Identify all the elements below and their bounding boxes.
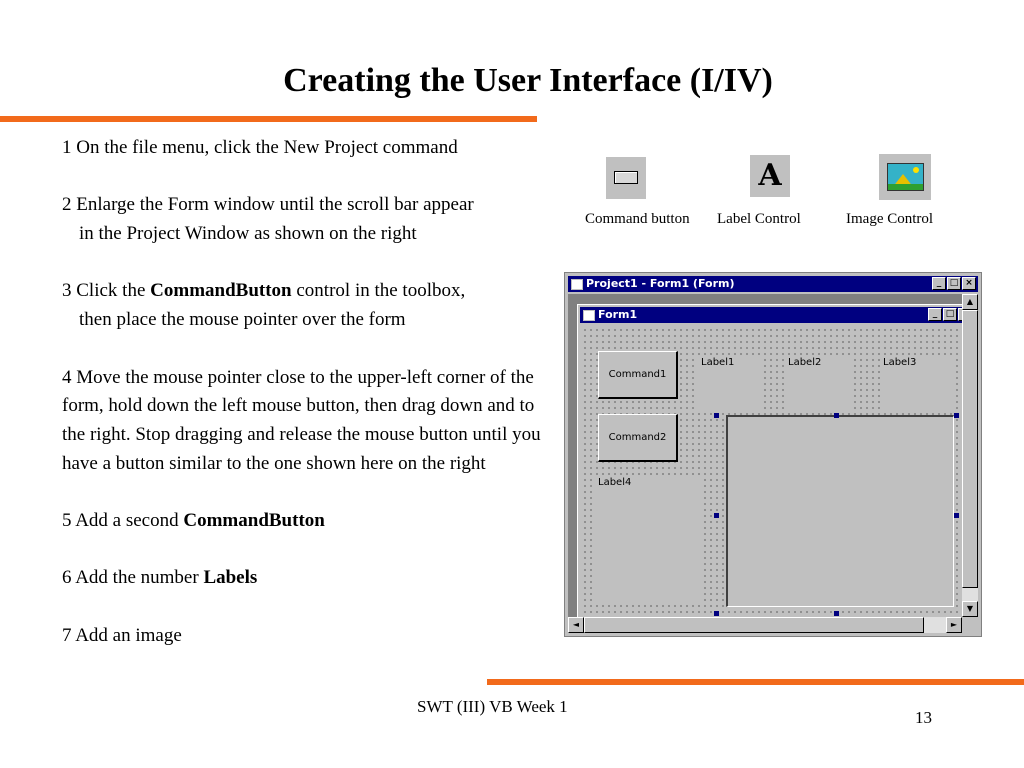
grass-strip bbox=[888, 184, 923, 190]
form-title: Form1 bbox=[598, 308, 638, 321]
step-text: Add the number bbox=[75, 567, 199, 589]
scroll-down-button[interactable]: ▼ bbox=[962, 601, 978, 617]
project-title: Project1 - Form1 (Form) bbox=[586, 277, 735, 290]
horizontal-scroll-thumb[interactable] bbox=[584, 617, 924, 633]
step-number: 1 bbox=[62, 137, 72, 158]
label4[interactable]: Label4 bbox=[595, 475, 701, 603]
project-window bbox=[564, 272, 982, 637]
command2-button[interactable]: Command2 bbox=[598, 414, 678, 462]
form-design-surface[interactable] bbox=[582, 327, 972, 633]
slide-footer: SWT (III) VB Week 1 bbox=[417, 697, 568, 716]
step-keyword: Labels bbox=[203, 567, 258, 589]
top-accent-rule bbox=[0, 116, 537, 122]
form-minimize-button[interactable]: _ bbox=[928, 308, 942, 321]
form-maximize-button[interactable]: □ bbox=[943, 308, 957, 321]
project-titlebar[interactable] bbox=[568, 276, 978, 292]
minimize-button[interactable]: _ bbox=[932, 277, 946, 290]
step-number: 7 bbox=[62, 624, 72, 646]
close-button[interactable]: × bbox=[962, 277, 976, 290]
step-text-after: control in the toolbox, bbox=[296, 280, 466, 302]
step-continuation: then place the mouse pointer over the form bbox=[79, 309, 406, 331]
label-control-caption: Label Control bbox=[717, 211, 801, 227]
sun-icon bbox=[913, 167, 919, 173]
scroll-left-button[interactable]: ◄ bbox=[568, 617, 584, 633]
step-number: 6 bbox=[62, 567, 72, 589]
command-button-caption: Command button bbox=[585, 211, 690, 227]
form-titlebar[interactable] bbox=[580, 307, 974, 323]
step-text: Enlarge the Form window until the scroll bar appear bbox=[76, 194, 474, 216]
label1[interactable]: Label1 bbox=[698, 355, 764, 411]
step-number: 2 bbox=[62, 194, 72, 216]
steps-list bbox=[62, 134, 562, 679]
vertical-scroll-thumb[interactable] bbox=[962, 310, 978, 588]
step-3 bbox=[62, 277, 562, 334]
label-icon bbox=[750, 155, 790, 197]
image-icon-picture bbox=[887, 163, 924, 191]
resize-handle[interactable] bbox=[714, 513, 719, 518]
scrollbar-corner bbox=[962, 617, 978, 633]
resize-handle[interactable] bbox=[714, 611, 719, 616]
step-number: 3 bbox=[62, 280, 72, 302]
image-control-caption: Image Control bbox=[846, 211, 934, 227]
command-button-icon-face bbox=[614, 171, 638, 184]
image-icon bbox=[879, 154, 931, 200]
resize-handle[interactable] bbox=[954, 513, 959, 518]
vertical-scrollbar[interactable] bbox=[962, 294, 978, 617]
form-window bbox=[577, 304, 977, 633]
window-icon bbox=[571, 279, 583, 290]
page-number: 13 bbox=[915, 708, 932, 727]
scroll-right-button[interactable]: ► bbox=[946, 617, 962, 633]
resize-handle[interactable] bbox=[834, 413, 839, 418]
bottom-accent-rule bbox=[487, 679, 1024, 685]
form-icon bbox=[583, 310, 595, 321]
label3[interactable]: Label3 bbox=[880, 355, 952, 411]
image-control[interactable] bbox=[726, 415, 954, 607]
step-2 bbox=[62, 191, 562, 248]
step-text: Click the bbox=[76, 280, 146, 302]
slide-title: Creating the User Interface (I/IV) bbox=[283, 62, 773, 99]
step-continuation: in the Project Window as shown on the right bbox=[79, 223, 417, 245]
step-number: 5 bbox=[62, 510, 72, 532]
step-keyword: CommandButton bbox=[183, 510, 325, 532]
step-text: Add a second bbox=[75, 510, 179, 532]
step-text: Move the mouse pointer close to the upper-left corner of the form, hold down the left mouse button, then drag down and to the right. Stop dragging and release the mouse button until you have a button similar to the one shown here on the right bbox=[62, 366, 541, 474]
step-5 bbox=[62, 507, 562, 536]
step-text: Add an image bbox=[75, 624, 182, 646]
step-4 bbox=[62, 364, 562, 479]
command1-button[interactable]: Command1 bbox=[598, 351, 678, 399]
label-icon-glyph: A bbox=[758, 158, 782, 193]
window-controls bbox=[931, 277, 976, 293]
step-text: On the file menu, click the New Project command bbox=[76, 137, 458, 158]
command-button-icon bbox=[606, 157, 646, 199]
step-keyword: CommandButton bbox=[150, 280, 292, 302]
mdi-area bbox=[568, 294, 978, 633]
step-number: 4 bbox=[62, 366, 72, 388]
resize-handle[interactable] bbox=[714, 413, 719, 418]
scroll-up-button[interactable]: ▲ bbox=[962, 294, 978, 310]
horizontal-scrollbar[interactable] bbox=[568, 617, 962, 633]
step-7 bbox=[62, 622, 562, 651]
resize-handle[interactable] bbox=[954, 413, 959, 418]
resize-handle[interactable] bbox=[834, 611, 839, 616]
label2[interactable]: Label2 bbox=[785, 355, 853, 411]
step-6 bbox=[62, 564, 562, 593]
step-1 bbox=[62, 134, 562, 163]
maximize-button[interactable]: □ bbox=[947, 277, 961, 290]
